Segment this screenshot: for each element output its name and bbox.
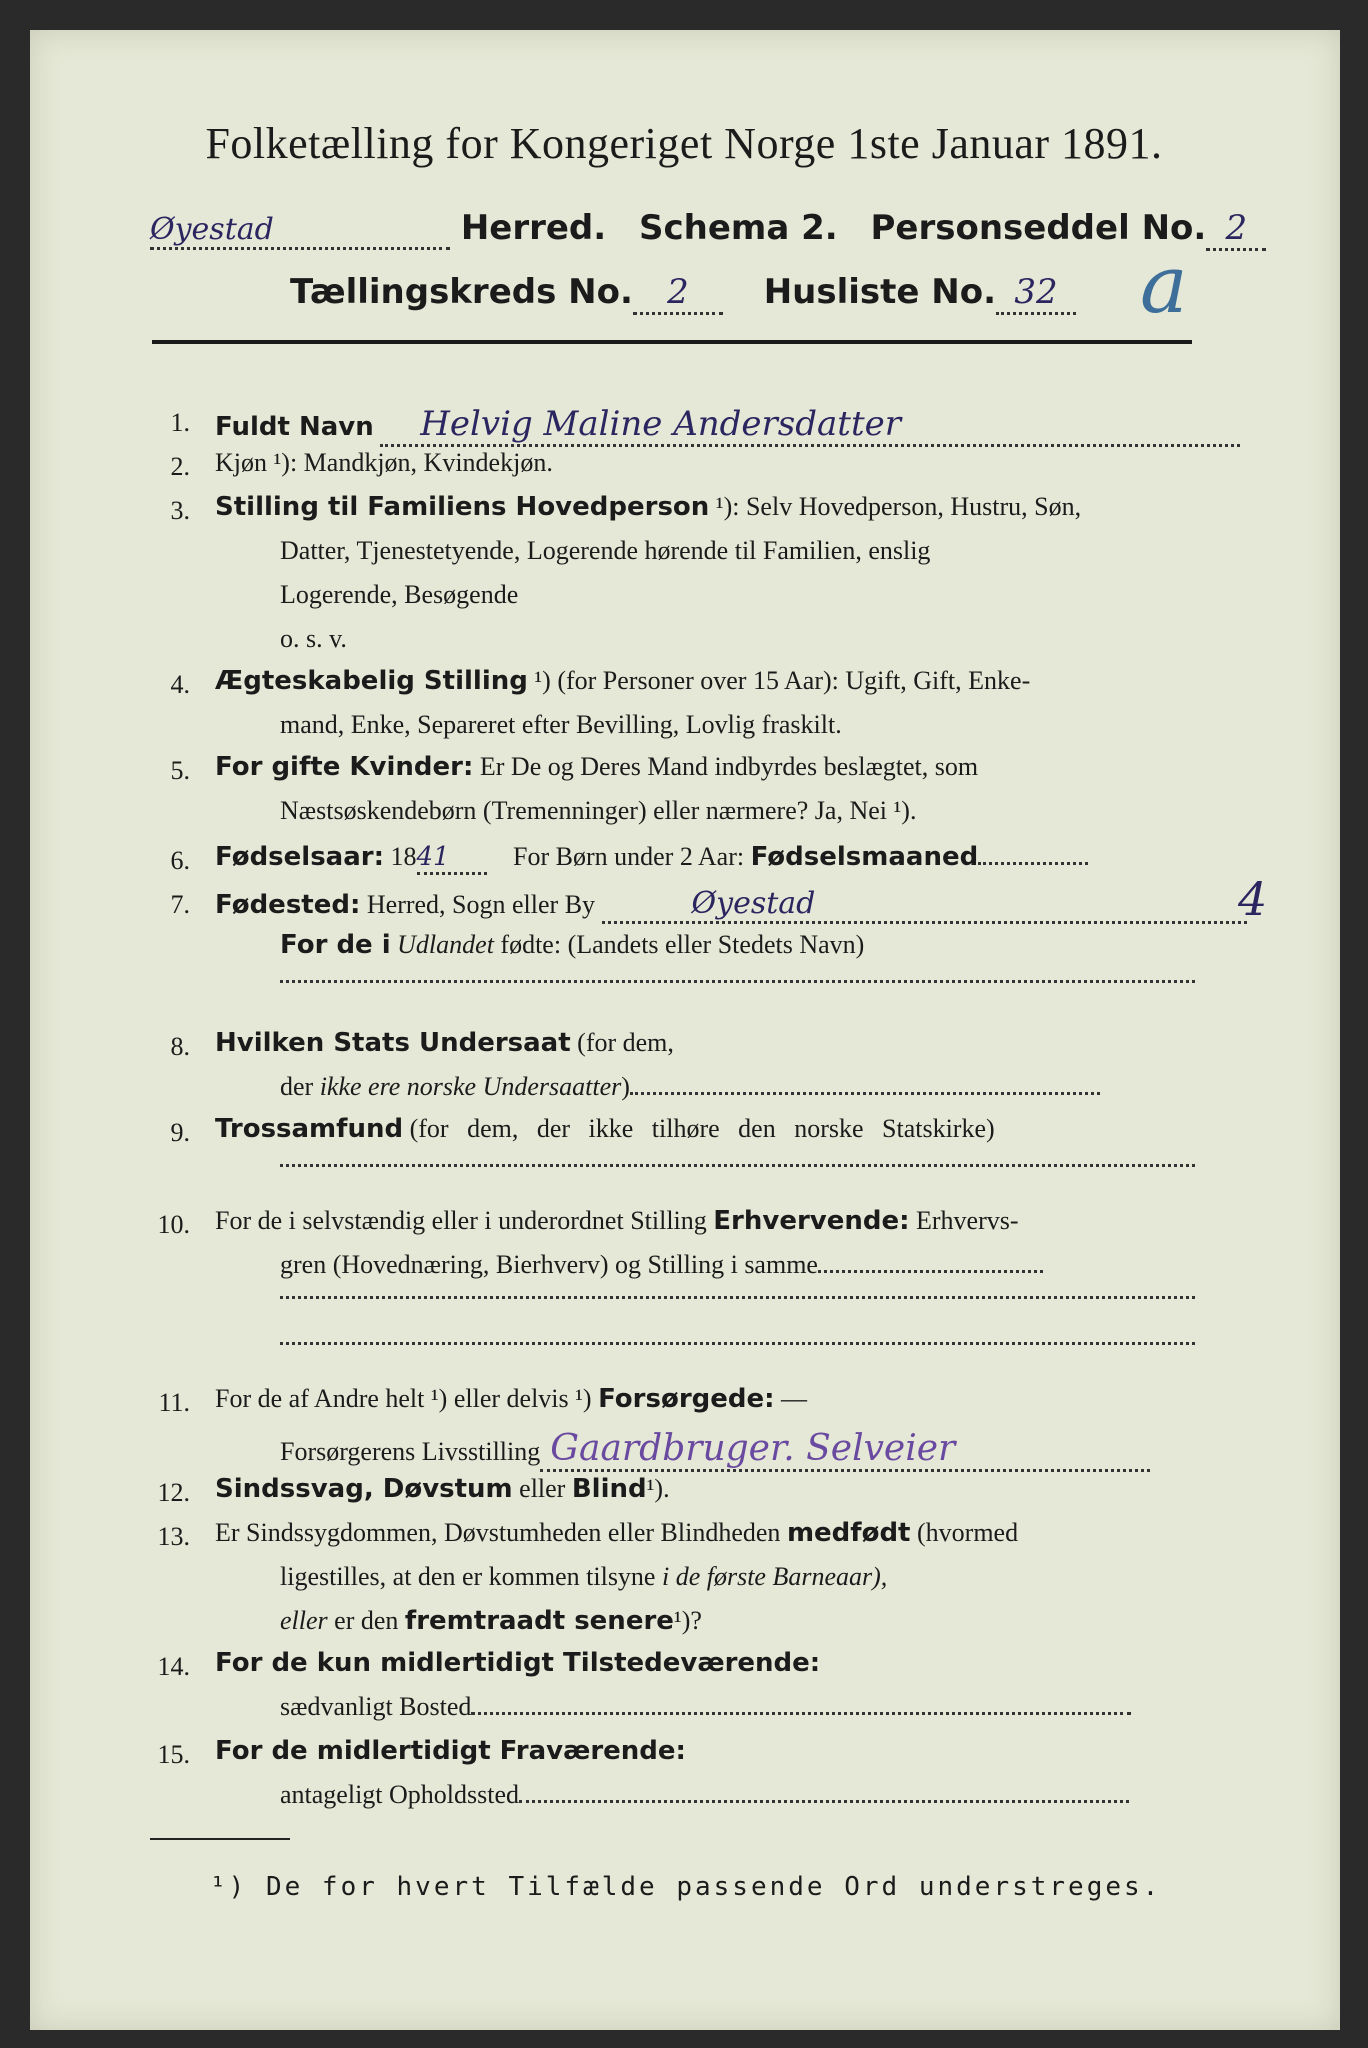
- item-13-text: Er Sindssygdommen, Døvstumheden eller Blindheden: [215, 1518, 781, 1547]
- item-10-answer-line: [280, 1342, 1195, 1345]
- item-number: 5.: [170, 756, 190, 785]
- margin-mark: a: [1140, 238, 1188, 331]
- item-12-text-end: ¹).: [646, 1474, 670, 1503]
- item-13-line2-italic: i de første Barneaar),: [661, 1562, 888, 1591]
- item-13-line3-italic: eller: [280, 1606, 328, 1635]
- footnote: ¹) De for hvert Tilfælde passende Ord understreges.: [210, 1872, 1162, 1902]
- item-number: 10.: [157, 1210, 190, 1239]
- item-6-year-prefix: 18: [390, 842, 417, 871]
- item-5-line-2: Næstsøskendebørn (Tremenninger) eller nærmere? Ja, Nei ¹).: [280, 796, 917, 825]
- item-number: 4.: [170, 670, 190, 699]
- item-number: 2.: [170, 452, 190, 481]
- herred-line: [150, 208, 1266, 251]
- kreds-line: [290, 272, 1076, 315]
- item-8-text: (for dem,: [577, 1028, 674, 1057]
- item-number: 14.: [157, 1652, 190, 1681]
- item-6-birth-year: [215, 842, 1088, 875]
- personseddel-number: 2: [1206, 208, 1266, 251]
- item-9-answer-line: [280, 1164, 1195, 1167]
- item-7-margin-mark: 4: [1238, 872, 1268, 926]
- herred-label: Herred.: [460, 208, 607, 248]
- item-15-label: For de midlertidigt Fraværende:: [215, 1736, 686, 1766]
- item-number: 11.: [158, 1388, 190, 1417]
- item-number: 3.: [170, 496, 190, 525]
- item-5-line-1: [215, 752, 978, 782]
- schema-label: Schema 2.: [639, 208, 838, 248]
- item-1-answer: Helvig Maline Andersdatter: [380, 404, 1240, 447]
- item-13-line-1: [215, 1518, 1018, 1548]
- item-10-line2-text: gren (Hovednæring, Bierhverv) og Stilling i samme: [280, 1250, 818, 1279]
- item-9-line-1: [215, 1114, 995, 1144]
- item-11-answer: Gaardbruger. Selveier: [540, 1428, 1150, 1472]
- husliste-number: 32: [996, 272, 1076, 315]
- item-4-line-2: mand, Enke, Separeret efter Bevilling, Lovlig fraskilt.: [280, 710, 842, 739]
- personseddel-label: Personseddel No.: [870, 208, 1207, 248]
- item-number: 1.: [170, 408, 190, 437]
- item-1-label: Fuldt Navn: [215, 412, 374, 442]
- item-10-label: Erhvervende:: [713, 1206, 910, 1236]
- item-7-birthplace: [215, 886, 1247, 924]
- item-6-text: For Børn under 2 Aar:: [513, 842, 745, 871]
- item-3-text: ¹): Selv Hovedperson, Hustru, Søn,: [715, 492, 1082, 521]
- item-12-label: Sindssvag, Døvstum: [215, 1474, 513, 1504]
- item-10-answer-line: [280, 1296, 1195, 1299]
- herred-answer: Øyestad: [150, 212, 450, 250]
- item-number: 6.: [170, 846, 190, 875]
- item-8-label: Hvilken Stats Undersaat: [215, 1028, 571, 1058]
- item-5-text: Er De og Deres Mand indbyrdes beslægtet, som: [479, 752, 979, 781]
- item-6-label: Fødselsaar:: [215, 842, 384, 872]
- item-8-line2-italic: ikke ere norske Undersaatter: [319, 1072, 622, 1101]
- item-7-text: Herred, Sogn eller By: [366, 890, 596, 919]
- item-13-line-3: [280, 1606, 702, 1636]
- item-2-gender: Kjøn ¹): Mandkjøn, Kvindekjøn.: [215, 448, 553, 477]
- item-13-line3-label: fremtraadt senere: [404, 1606, 674, 1636]
- item-7-line-2: [280, 930, 864, 960]
- item-14-answer: [471, 1712, 1131, 1715]
- item-12-text: eller: [519, 1474, 566, 1503]
- item-8-line-1: [215, 1028, 674, 1058]
- item-10-line-2: [280, 1250, 1043, 1280]
- item-11-text: For de af Andre helt ¹) eller delvis ¹): [215, 1384, 592, 1413]
- item-1-full-name: [215, 404, 1240, 447]
- item-number: 12.: [157, 1478, 190, 1507]
- item-15-answer: [519, 1800, 1129, 1803]
- item-7-answer: Øyestad: [602, 886, 1247, 924]
- item-10-text: For de i selvstændig eller i underordnet Stilling: [215, 1206, 707, 1235]
- item-14-label: For de kun midlertidigt Tilstedeværende:: [215, 1648, 821, 1678]
- item-4-line-1: [215, 666, 1030, 696]
- item-7-line2-label: For de i: [280, 930, 391, 960]
- item-9-text: (for dem, der ikke tilhøre den norske Statskirke): [409, 1114, 995, 1143]
- item-11-line2-text: Forsørgerens Livsstilling: [280, 1437, 541, 1466]
- item-number: 7.: [170, 890, 190, 919]
- item-14-line-2: [280, 1692, 1131, 1722]
- kreds-number: 2: [633, 272, 723, 315]
- item-14-line2-text: sædvanligt Bosted: [280, 1692, 472, 1721]
- item-8-line2-text: der: [280, 1072, 314, 1101]
- item-6-month-label: Fødselsmaaned: [750, 842, 979, 872]
- item-14-line-1: [215, 1648, 820, 1678]
- item-number: 9.: [170, 1118, 190, 1147]
- page-title: Folketælling for Kongeriget Norge 1ste Januar 1891.: [205, 119, 1163, 168]
- item-7-line2-italic: Udlandet: [397, 930, 494, 959]
- item-10-line-1: [215, 1206, 1019, 1236]
- item-10-answer: [818, 1270, 1043, 1273]
- item-3-line-2: Datter, Tjenestetyende, Logerende hørende til Familien, enslig: [280, 536, 931, 565]
- item-3-line-4: o. s. v.: [280, 624, 347, 653]
- item-15-line-2: [280, 1780, 1129, 1810]
- item-7-label: Fødested:: [215, 890, 361, 920]
- item-7-answer-line: [280, 980, 1195, 983]
- item-9-label: Trossamfund: [215, 1114, 404, 1144]
- item-5-label: For gifte Kvinder:: [215, 752, 474, 782]
- item-8-answer: [630, 1092, 1100, 1095]
- item-10-text-end: Erhvervs-: [916, 1206, 1019, 1235]
- item-4-label: Ægteskabelig Stilling: [215, 666, 528, 696]
- item-number: 15.: [157, 1740, 190, 1769]
- item-3-line-1: [215, 492, 1081, 522]
- footnote-rule: [150, 1838, 290, 1840]
- item-12-line-1: [215, 1474, 670, 1504]
- item-3-line-3: Logerende, Besøgende: [280, 580, 519, 609]
- item-15-line2-text: antageligt Opholdssted: [280, 1780, 520, 1809]
- item-13-line-2: [280, 1562, 887, 1592]
- item-8-line-2: der ikke ere norske Undersaatter): [280, 1072, 1100, 1102]
- item-13-line2-text: ligestilles, at den er kommen tilsyne: [280, 1562, 656, 1591]
- item-6-month-answer: [978, 862, 1088, 865]
- item-number: 8.: [170, 1032, 190, 1061]
- item-7-line2-text: fødte: (Landets eller Stedets Navn): [500, 930, 865, 959]
- item-13-line3-end: ¹)?: [673, 1606, 702, 1635]
- item-number: 13.: [157, 1522, 190, 1551]
- item-11-line-1: For de af Andre helt ¹) eller delvis ¹) Forsørgede: —: [215, 1384, 808, 1414]
- item-4-text: ¹) (for Personer over 15 Aar): Ugift, Gift, Enke-: [534, 666, 1031, 695]
- item-15-line-1: [215, 1736, 686, 1766]
- item-13-line3-text: er den: [334, 1606, 399, 1635]
- husliste-label: Husliste No.: [763, 272, 997, 312]
- item-11-label: Forsørgede:: [598, 1384, 775, 1414]
- item-13-text-end: (hvormed: [917, 1518, 1019, 1547]
- item-12-blind-label: Blind: [571, 1474, 647, 1504]
- item-3-label: Stilling til Familiens Hovedperson: [215, 492, 710, 522]
- item-13-label: medfødt: [786, 1518, 911, 1548]
- kreds-label: Tællingskreds No.: [290, 272, 633, 312]
- item-11-line-2: [280, 1428, 1150, 1472]
- header-rule: [152, 340, 1192, 344]
- item-6-year-answer: 41: [417, 842, 487, 875]
